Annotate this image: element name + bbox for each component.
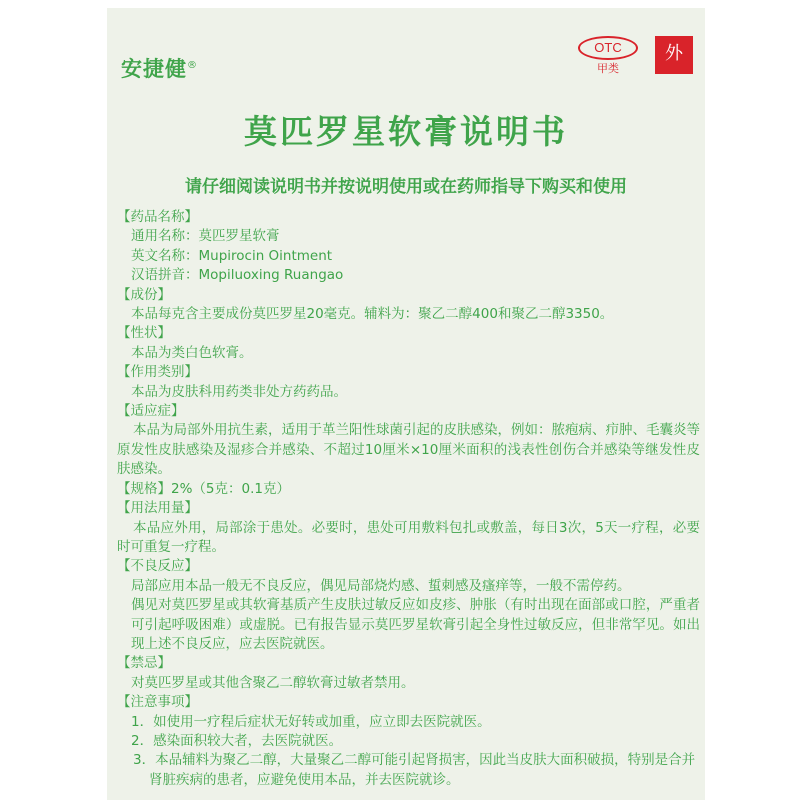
appearance-text: 本品为类白色软膏。 bbox=[131, 344, 253, 361]
otc-label: OTC bbox=[578, 36, 638, 60]
external-use-badge: 外 bbox=[655, 36, 693, 74]
section-heading-usage: 【用法用量】 bbox=[117, 500, 198, 517]
otc-class: 甲类 bbox=[597, 62, 619, 75]
otc-badge bbox=[578, 36, 638, 76]
page-title: 莫匹罗星软膏说明书 bbox=[244, 112, 568, 151]
ingredients-text: 本品每克含主要成份莫匹罗星20毫克。辅料为：聚乙二醇400和聚乙二醇3350。 bbox=[131, 306, 614, 323]
section-heading-name: 【药品名称】 bbox=[117, 209, 198, 225]
note-item: 2．感染面积较大者，去医院就医。 bbox=[131, 732, 343, 749]
english-name: 英文名称：Mupirocin Ointment bbox=[131, 247, 333, 264]
section-heading-ingredients: 【成份】 bbox=[117, 286, 171, 303]
note-item: 3．本品辅料为聚乙二醇，大量聚乙二醇可能引起肾损害，因此当皮肤大面积破损，特别是合并肾脏疾病的患者，应避免使用本品，并去医院就诊。 bbox=[133, 752, 696, 788]
usage-text: 本品应外用，局部涂于患处。必要时，患处可用敷料包扎或敷盖，每日3次，5天一疗程，必要时可重复一疗程。 bbox=[117, 519, 700, 555]
category-text: 本品为皮肤科用药类非处方药药品。 bbox=[131, 383, 347, 400]
section-heading-contra: 【禁忌】 bbox=[117, 655, 171, 672]
adverse-text-1: 局部应用本品一般无不良反应，偶见局部烧灼感、蜇刺感及瘙痒等，一般不需停药。 bbox=[131, 577, 631, 594]
generic-name: 通用名称：莫匹罗星软膏 bbox=[131, 228, 280, 245]
section-heading-appearance: 【性状】 bbox=[117, 325, 171, 342]
leaflet-content bbox=[115, 208, 700, 790]
brand-name: 安捷健 bbox=[121, 57, 187, 81]
section-heading-notes: 【注意事项】 bbox=[117, 694, 198, 711]
note-item: 1．如使用一疗程后症状无好转或加重，应立即去医院就医。 bbox=[131, 713, 491, 730]
section-heading-category: 【作用类别】 bbox=[117, 364, 198, 381]
contra-text: 对莫匹罗星或其他含聚乙二醇软膏过敏者禁用。 bbox=[131, 674, 415, 691]
registered-mark: ® bbox=[187, 60, 198, 71]
pinyin-name: 汉语拼音：Mopiluoxing Ruangao bbox=[131, 267, 344, 284]
section-heading-spec: 【规格】 bbox=[117, 480, 171, 497]
spec-line bbox=[115, 480, 700, 499]
brand-logo bbox=[121, 53, 198, 83]
adverse-text-2: 偶见对莫匹罗星或其软膏基质产生皮肤过敏反应如皮疹、肿胀（有时出现在面部或口腔，严重者可引起呼吸困难）或虚脱。已有报告显示莫匹罗星软膏引起全身性过敏反应，但非常罕见。如出现上述不良反应，应去医院就医。 bbox=[131, 597, 700, 652]
spec-text: 2%（5克：0.1克） bbox=[171, 480, 290, 497]
section-heading-indications: 【适应症】 bbox=[117, 403, 185, 420]
section-heading-adverse: 【不良反应】 bbox=[117, 558, 198, 575]
indications-text: 本品为局部外用抗生素，适用于革兰阳性球菌引起的皮肤感染，例如：脓疱病、疖肿、毛囊炎等原发性皮肤感染及湿疹合并感染、不超过10厘米×10厘米面积的浅表性创伤合并感染等继发性皮肤感染。 bbox=[117, 422, 700, 478]
page-subtitle: 请仔细阅读说明书并按说明使用或在药师指导下购买和使用 bbox=[185, 177, 627, 197]
